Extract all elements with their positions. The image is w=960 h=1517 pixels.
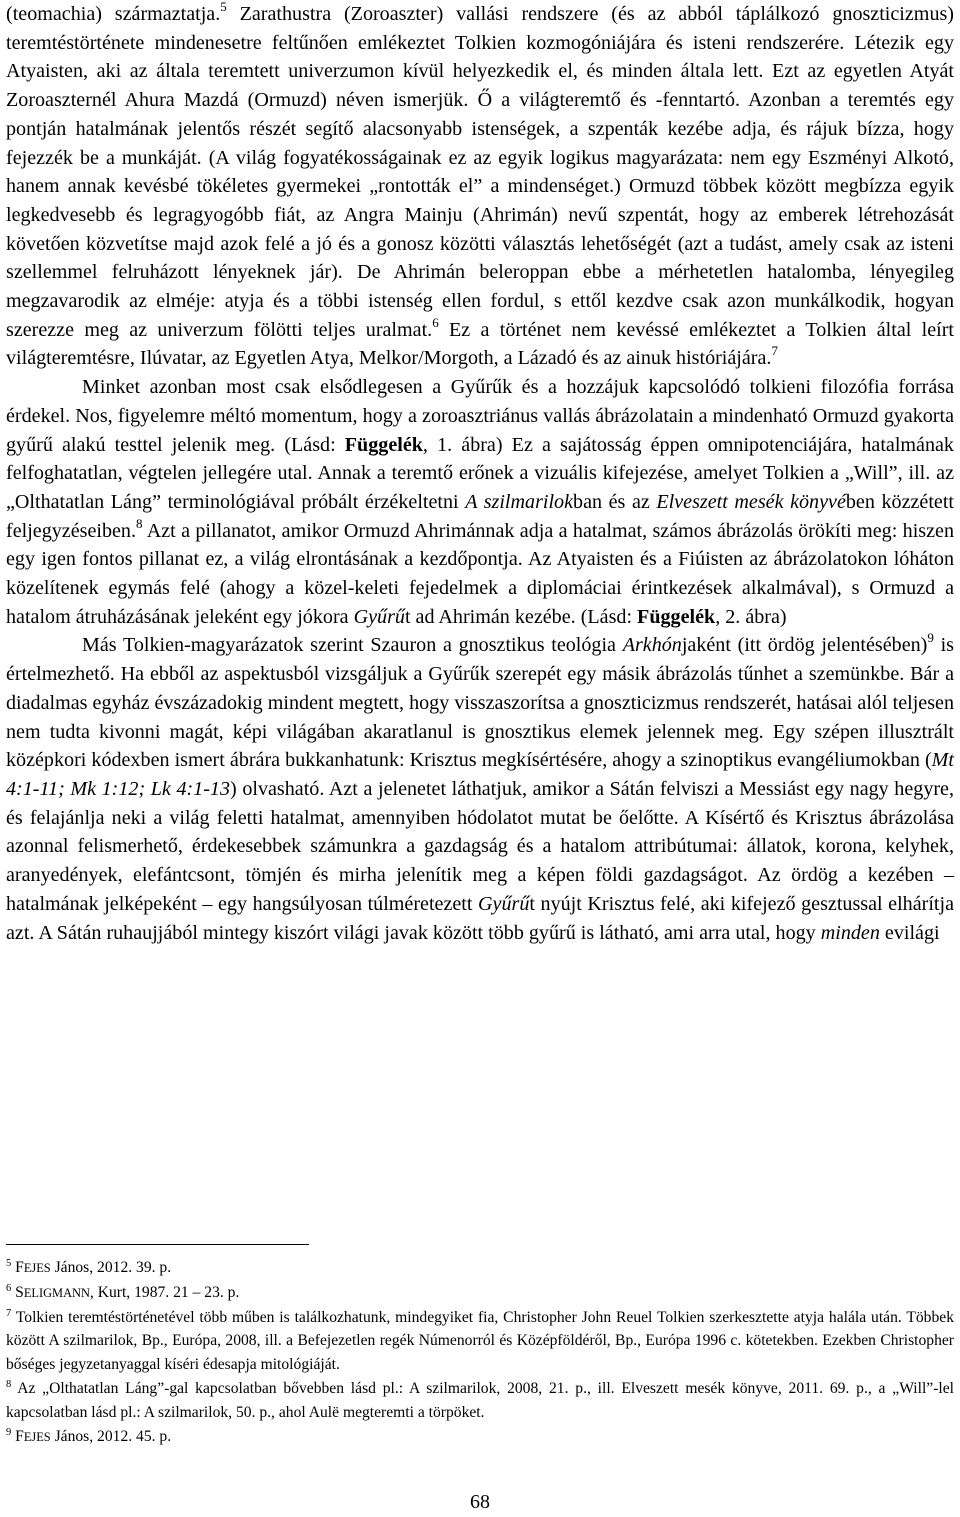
main-text: [6, 0, 954, 947]
text-run: t ad Ahrimán kezébe. (Lásd:: [404, 605, 638, 628]
text-run: Ez a történet nem kevéssé emlékeztet a Tolkien által leírt világteremtésre, Ilúvatar, az Egyetlen Atya, Melkor/Morgoth, a Lázadó és az ainuk históriájára.: [6, 318, 954, 370]
text-run: ban és az: [573, 490, 657, 513]
footnote-ref-7[interactable]: 7: [771, 343, 778, 359]
paragraph-1: [6, 0, 954, 373]
footnote-5: [6, 1256, 954, 1281]
emphasis: minden: [820, 921, 880, 944]
footnote-6: [6, 1281, 954, 1306]
author-initial: F: [15, 1427, 24, 1445]
author-smallcaps: ELIGMANN: [23, 1285, 90, 1300]
footnote-number: 9: [6, 1426, 12, 1438]
footnote-text: Tolkien teremtéstörténetével több műben is találkozhatunk, mindegyiket fia, Christopher John Reuel Tolkien szerkesztette atyja halála után. Többek között A szilmarilok, Bp., Európa, 2008, ill. a Befejezetlen regék Númenorról és Középföldéről, Bp., Európa 1996 c. kötetekben. Ezekben Christopher bőséges jegyzetanyaggal kíséri édesapja mitológiáját.: [6, 1308, 954, 1374]
paragraph-2: [6, 373, 954, 631]
text-run: (teomachia) származtatja.: [6, 3, 221, 25]
bible-citation: Mt 4:1-11; Mk 1:12; Lk 4:1-13: [6, 749, 954, 800]
footnote-ref-6[interactable]: 6: [432, 314, 439, 330]
text-run: Azt a pillanatot, amikor Ormuzd Ahrimánnak adja a hatalmat, számos ábrázolás örökíti meg: hiszen egy igen fontos pillanat ez, a világ elrontásának a kezdőpontja. Az Atyaisten és a Fiúisten az ábrázolatokon lóháton közelítenek egymás felé (ahogy a közel-keleti fejedelmek a diplomáciai érintkezések alkalmával), s Ormuzd a hatalom átruházásának jeleként egy jókora: [6, 519, 954, 628]
footnote-number: 5: [6, 1258, 12, 1269]
text-run: evilági: [879, 921, 940, 944]
footnote-9: [6, 1425, 954, 1450]
text-run: is értelmezhető. Ha ebből az aspektusból vizsgáljuk a Gyűrűk szerepét egy másik ábrázolás tűnhet a szemünkbe. Bár a diadalmas egyház évszázadokig mindent megtett, hogy visszaszorítsa a gnoszticizmus rendszerét, hatásai alól teljesen nem tudta kivonni magát, képi világában akaratlanul is gnosztikus elemek jelennek meg. Egy szépen illusztrált középkori kódexben ismert ábrára bukkanhatunk: Krisztus megkísértésére, ahogy a szinoptikus evangéliumokban (: [6, 634, 955, 772]
book-title: Elveszett mesék könyvé: [656, 490, 846, 513]
emphasis: Gyűrű: [353, 605, 405, 628]
text-run: , 1. ábra) Ez a sajátosság éppen omnipotenciájára, hatalmának felfoghatatlan, végtelen jellegére utal. Annak a teremtő erőnek a vizuális kifejezése, amelyet Tolkien a „Will”, ill. az „Olthatatlan Láng” terminológiával próbált érzékeltetni: [6, 433, 954, 513]
footnote-ref-5[interactable]: 5: [220, 0, 227, 14]
footnote-8: [6, 1377, 954, 1425]
author-smallcaps: EJES: [23, 1261, 51, 1275]
text-run: ) olvasható. Azt a jelenetet láthatjuk, amikor a Sátán felviszi a Messiást egy nagy hegyre, és felajánlja neki a világ feletti hatalmat, amennyiben hódolatot mutat be őelőtte. A Kísértő és Krisztus ábrázolása azonnal felismerhető, érdekesebbek számunkra a gazdagság és a hatalom attribútumai: állatok, korona, kelyhek, aranyedények, elefántcsont, tömjén és mirha jelenítik meg a képen földi gazdagságot. Az ördög a kezében – hatalmának jelképeként – egy hangsúlyosan túlméretezett: [6, 777, 955, 915]
footnote-ref-8[interactable]: 8: [135, 515, 143, 531]
footnote-separator: [6, 1244, 309, 1245]
text-run: jaként (itt ördög jelentésében): [681, 634, 928, 657]
text-run: Minket azonban most csak elsődlegesen a Gyűrűk és a hozzájuk kapcsolódó tolkieni filozófia forrása érdekel. Nos, figyelemre méltó momentum, hogy a zoroasztriánus vallás ábrázolatain a mindenható Ormuzd gyakorta gyűrű alakú testtel jelenik meg. (Lásd:: [6, 376, 954, 456]
emphasis: Gyűrű: [478, 892, 530, 915]
book-title: A szilmarilok: [465, 490, 574, 513]
footnote-number: 7: [6, 1307, 12, 1319]
footnotes: [6, 1256, 954, 1449]
page-number: 68: [470, 1491, 490, 1513]
author-smallcaps: EJES: [23, 1429, 51, 1444]
footnote-text: János, 2012. 39. p.: [50, 1259, 172, 1276]
emphasis: Arkhón: [622, 634, 682, 657]
footnote-7: [6, 1306, 954, 1377]
author-initial: F: [15, 1259, 24, 1276]
text-run: , 2. ábra): [715, 605, 787, 628]
text-run: Zarathustra (Zoroaszter) vallási rendszere (és az abból táplálkozó gnoszticizmus) teremtéstörténete mindenesetre feltűnően emlékeztet Tolkien kozmogóniájára és isteni rendszerére. Létezik egy Atyaisten, aki az általa teremtett univerzumon kívül helyezkedik el, és minden általa lett. Ezt az egyetlen Atyát Zoroaszternél Ahura Mazdá (Ormuzd) néven ismerjük. Ő a világteremtő és -fenntartó. Azonban a teremtés egy pontján hatalmának jelentős részét segítő alacsonyabb istenségek, a szpenták kezébe adja, és rájuk bízza, hogy fejezzék be a munkáját. (A világ fogyatékosságainak ez az egyik logikus magyarázata: nem egy Eszményi Alkotó, hanem annak kevésbé tökéletes gyermekei „rontották el” a mindenséget.) Ormuzd többek között megbízza egyik legkedvesebb és legragyogóbb fiát, az Angra Mainju (Ahrimán) nevű szpentát, hogy az emberek létrehozását követően közvetítse majd azok felé a jó és a gonosz közötti választás lehetőségét (azt a tudást, amely csak az isteni szellemmel felruházott lényeknek jár). De Ahrimán beleroppan ebbe a mérhetetlen hatalomba, lényegileg megzavarodik az elméje: atyja és a többi istenség ellen fordul, s ettől kezdve csak azon munkálkodik, hogyan szerezze meg az univerzum fölötti teljes uralmat.: [6, 3, 954, 341]
footnote-text: Az „Olthatatlan Láng”-gal kapcsolatban bővebben lásd pl.: A szilmarilok, 2008, 21. p., ill. Elveszett mesék könyve, 2011. 69. p., a „Will”-lel kapcsolatban lásd pl.: A szilmarilok, 50. p., ahol Aulë megteremti a törpöket.: [6, 1379, 954, 1421]
footnote-number: 6: [6, 1282, 12, 1294]
appendix-reference: Függelék: [637, 605, 716, 628]
author-initial: S: [15, 1283, 24, 1301]
footnote-number: 8: [6, 1378, 12, 1390]
footnote-ref-9[interactable]: 9: [927, 630, 934, 646]
appendix-reference: Függelék: [344, 433, 423, 456]
text-run: Más Tolkien-magyarázatok szerint Szauron a gnosztikus teológia: [82, 634, 623, 657]
footnote-text: , Kurt, 1987. 21 – 23. p.: [89, 1283, 240, 1301]
text-run: ben közzétett feljegyzéseiben.: [6, 490, 954, 542]
footnote-text: János, 2012. 45. p.: [50, 1427, 172, 1445]
text-run: t nyújt Krisztus felé, aki kifejező gesztussal elhárítja azt. A Sátán ruhaujjából mintegy kiszórt világi javak között több gyűrű is látható, ami arra utal, hogy: [6, 892, 954, 944]
paragraph-3: [6, 631, 954, 947]
